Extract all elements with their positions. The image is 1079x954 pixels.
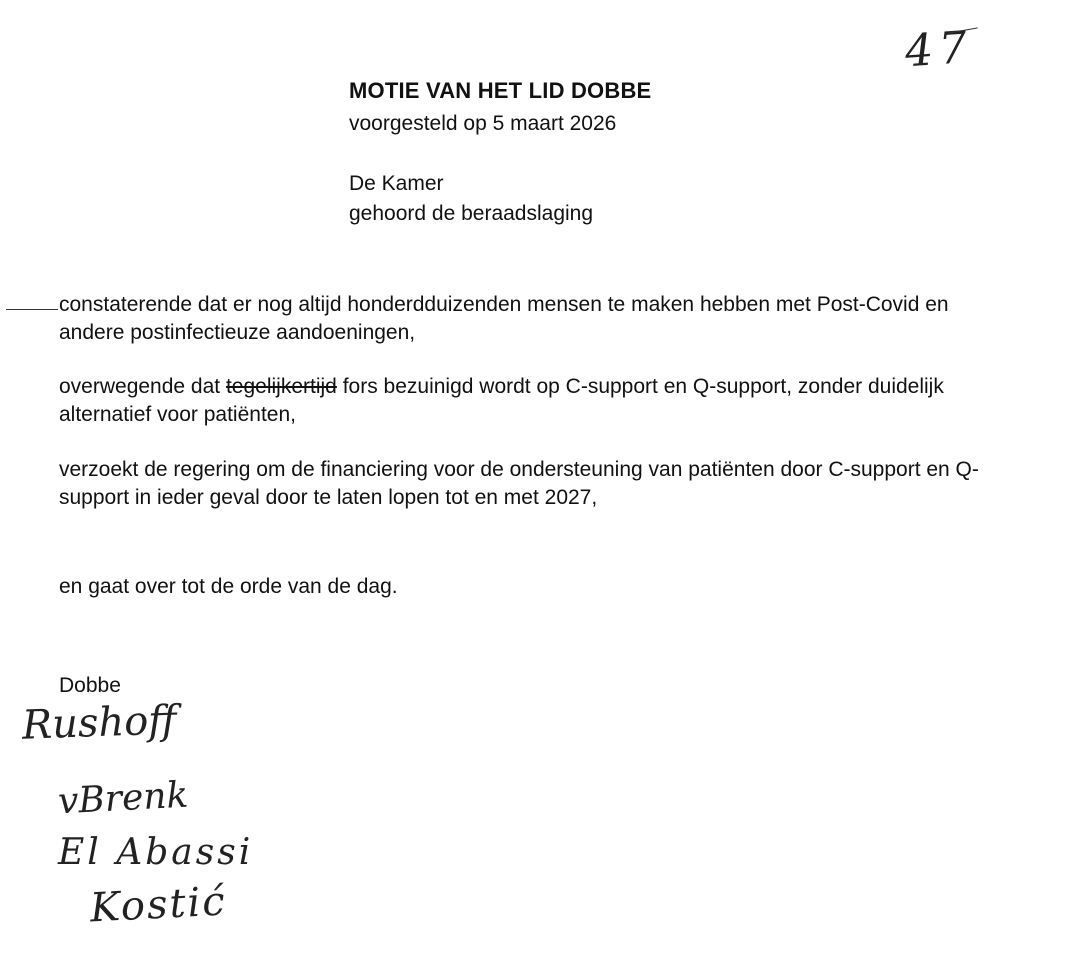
overwegende-text-after: fors bezuinigd wordt op C-support en Q-support, zonder duidelijk alternatief voor patiënten, [59, 375, 944, 426]
paragraph-verzoekt: verzoekt de regering om de financiering voor de ondersteuning van patiënten door C-support en Q-support in ieder geval door te laten lopen tot en met 2027, [59, 458, 979, 509]
signature-vbrenk: vBrenk [57, 774, 190, 823]
page-number-handwritten: 47 [903, 21, 975, 78]
signature-el-abassi: El Abassi [58, 832, 254, 873]
paragraph-overwegende [59, 373, 1009, 429]
margin-dash-mark [6, 309, 58, 311]
signature-kostic: Kostić [88, 878, 228, 932]
struck-word: tegelijkertijd [225, 375, 337, 398]
signature-rushoff: Rushoff [21, 697, 178, 749]
preamble-chamber: De Kamer [349, 172, 444, 195]
proposed-date: voorgesteld op 5 maart 2026 [349, 112, 617, 135]
signatory-printed: Dobbe [59, 674, 121, 697]
paragraph-closing: en gaat over tot de orde van de dag. [59, 575, 398, 598]
overwegende-text-before: overwegende dat [59, 375, 226, 398]
preamble-deliberation: gehoord de beraadslaging [349, 202, 594, 225]
paragraph-constaterende: constaterende dat er nog altijd honderdduizenden mensen te maken hebben met Post-Covid en andere postinfectieuze aandoeningen, [59, 293, 949, 344]
motion-title: MOTIE VAN HET LID DOBBE [349, 78, 652, 103]
